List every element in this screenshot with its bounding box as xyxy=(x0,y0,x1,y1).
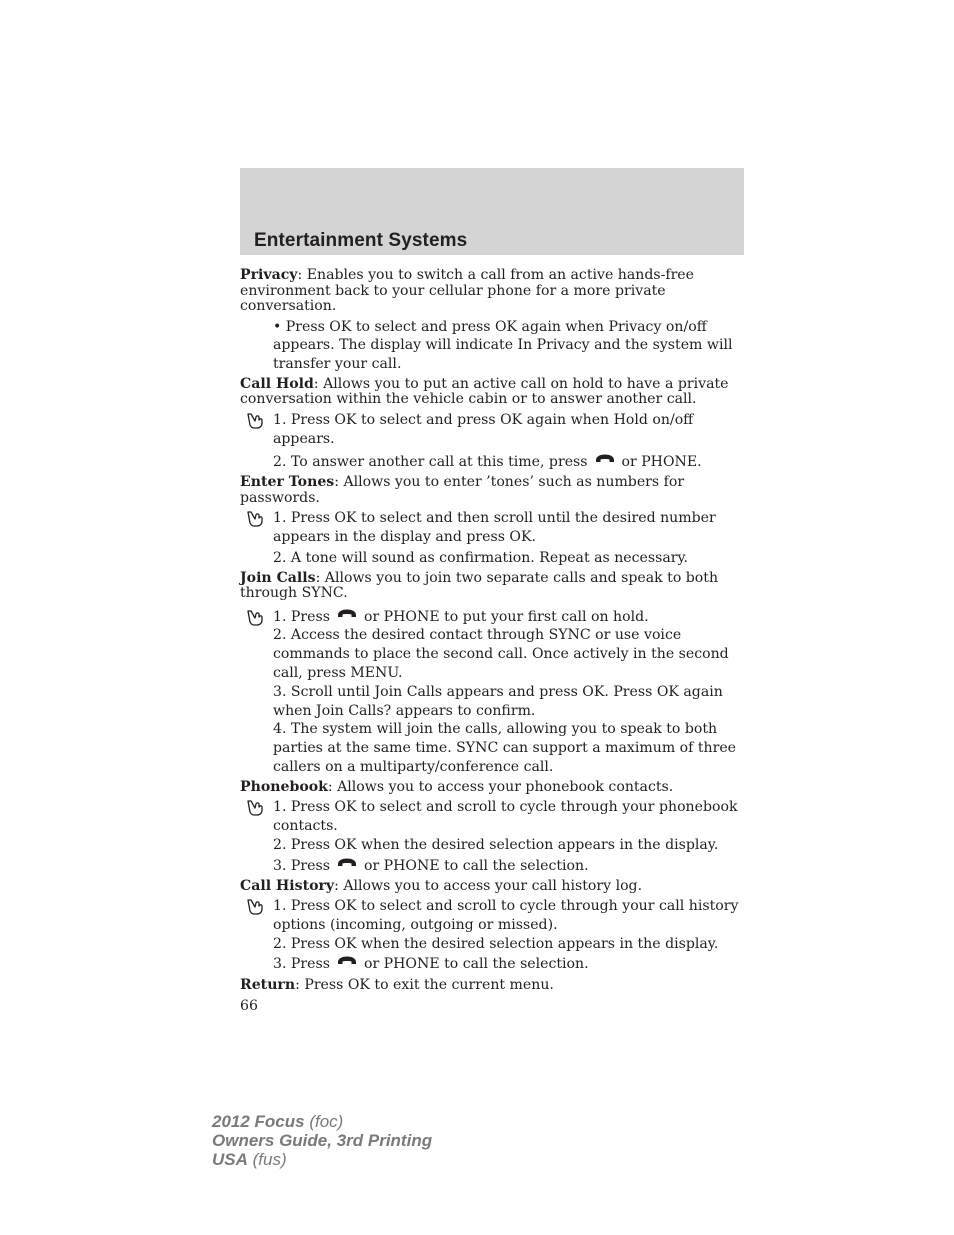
call-hold-step-2-end: or PHONE. xyxy=(621,454,702,471)
join-calls-step-1 xyxy=(240,608,750,627)
call-hold-paragraph xyxy=(240,377,750,408)
footer-model-name: 2012 Focus xyxy=(212,1112,305,1131)
page-content xyxy=(240,268,750,1015)
call-history-step-2: 2. Press OK when the desired selection appears in the display. xyxy=(273,935,719,952)
call-history-text: : Allows you to access your call history log. xyxy=(334,877,643,894)
phonebook-paragraph xyxy=(240,780,750,796)
call-hold-step-1 xyxy=(240,411,750,449)
phonebook-text: : Allows you to access your phonebook contacts. xyxy=(327,778,674,795)
phonebook-step-3 xyxy=(240,857,750,876)
return-term: Return xyxy=(240,977,296,994)
call-hold-term: Call Hold xyxy=(240,375,314,392)
join-calls-step-1-end: or PHONE to put your first call on hold. xyxy=(363,608,649,625)
phone-handset-icon xyxy=(594,453,616,465)
document-footer xyxy=(212,1112,432,1169)
call-history-step-3 xyxy=(240,955,750,974)
call-history-step-1-text: 1. Press OK to select and scroll to cycle through your call history options (incoming, outgoing or missed). xyxy=(273,898,739,933)
footer-market-code: (fus) xyxy=(247,1150,287,1169)
section-header-band xyxy=(240,168,744,255)
footer-line-market xyxy=(212,1150,432,1169)
enter-tones-step-1 xyxy=(240,509,750,547)
call-history-step-3-end: or PHONE to call the selection. xyxy=(363,956,589,973)
call-history-step-1 xyxy=(240,897,750,935)
page-number: 66 xyxy=(240,997,258,1014)
phonebook-term: Phonebook xyxy=(240,778,328,795)
privacy-bullet: • Press OK to select and press OK again when Privacy on/off appears. The display will indicate In Privacy and the system will transfer your call. xyxy=(273,318,733,373)
enter-tones-step-1-text: 1. Press OK to select and then scroll until the desired number appears in the display and press OK. xyxy=(273,510,716,546)
join-calls-text: : Allows you to join two separate calls and speak to both through SYNC. xyxy=(240,569,719,602)
finger-press-icon xyxy=(246,412,266,430)
phonebook-step-3-text: 3. Press xyxy=(273,857,330,874)
finger-press-icon xyxy=(246,609,266,627)
phone-handset-icon xyxy=(336,955,358,967)
privacy-text: : Enables you to switch a call from an active hands-free environment back to your cellular phone for a more private conversation. xyxy=(240,267,694,314)
call-history-paragraph xyxy=(240,879,750,895)
return-paragraph xyxy=(240,978,750,994)
call-history-term: Call History xyxy=(240,877,335,894)
footer-market-name: USA xyxy=(212,1150,248,1169)
section-title: Entertainment Systems xyxy=(254,230,468,251)
privacy-paragraph xyxy=(240,268,750,315)
enter-tones-term: Enter Tones xyxy=(240,474,335,491)
phonebook-step-1 xyxy=(240,798,750,836)
phonebook-step-1-text: 1. Press OK to select and scroll to cycle through your phonebook contacts. xyxy=(273,799,738,835)
call-hold-step-2-text: 2. To answer another call at this time, press xyxy=(273,454,588,471)
phonebook-step-2: 2. Press OK when the desired selection appears in the display. xyxy=(273,836,719,853)
join-calls-paragraph xyxy=(240,571,750,602)
finger-press-icon xyxy=(246,898,266,916)
footer-line-model xyxy=(212,1112,432,1131)
privacy-term: Privacy xyxy=(240,267,298,283)
enter-tones-paragraph xyxy=(240,475,750,506)
call-hold-step-2 xyxy=(240,453,750,472)
join-calls-step-3: 3. Scroll until Join Calls appears and press OK. Press OK again when Join Calls? appears to confirm. xyxy=(273,683,723,719)
enter-tones-text: : Allows you to enter ’tones’ such as numbers for passwords. xyxy=(240,474,685,506)
join-calls-step-2: 2. Access the desired contact through SYNC or use voice commands to place the second call. Once actively in the second call, press MENU. xyxy=(273,627,729,682)
call-history-step-3-text: 3. Press xyxy=(273,956,330,973)
join-calls-term: Join Calls xyxy=(240,569,316,586)
enter-tones-step-2: 2. A tone will sound as confirmation. Repeat as necessary. xyxy=(273,549,689,566)
footer-model-code: (foc) xyxy=(304,1112,344,1131)
join-calls-step-4: 4. The system will join the calls, allowing you to speak to both parties at the same time. SYNC can support a maximum of three callers on a multiparty/conference call. xyxy=(273,721,737,776)
phone-handset-icon xyxy=(336,857,358,869)
return-text: : Press OK to exit the current menu. xyxy=(295,977,554,994)
call-hold-text: : Allows you to put an active call on hold to have a private conversation within the vehicle cabin or to answer another call. xyxy=(240,375,729,408)
phonebook-step-3-end: or PHONE to call the selection. xyxy=(363,857,589,874)
join-calls-step-1-text: 1. Press xyxy=(273,608,330,625)
phone-handset-icon xyxy=(336,608,358,620)
call-hold-step-1-text: 1. Press OK to select and press OK again when Hold on/off appears. xyxy=(273,411,694,447)
finger-press-icon xyxy=(246,799,266,817)
finger-press-icon xyxy=(246,510,266,528)
footer-line-guide: Owners Guide, 3rd Printing xyxy=(212,1131,433,1150)
